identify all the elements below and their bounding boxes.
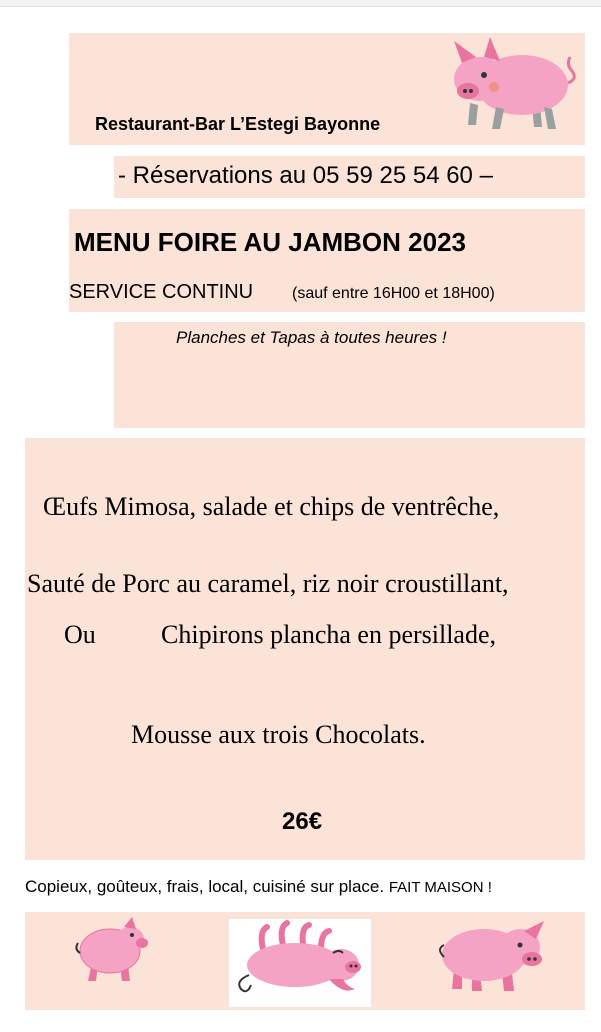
pig-icon-left xyxy=(72,915,152,985)
pig-icon-center xyxy=(229,919,371,1007)
service-label: SERVICE CONTINU xyxy=(69,281,254,303)
service-note: (sauf entre 16H00 et 18H00) xyxy=(292,285,495,302)
pig-icon-right xyxy=(432,917,554,995)
menu-price: 26€ xyxy=(282,808,323,835)
menu-main-2: Chipirons plancha en persillade, xyxy=(161,620,497,649)
menu-main-1: Sauté de Porc au caramel, riz noir croustillant, xyxy=(27,569,509,598)
menu-or-label: Ou xyxy=(64,620,96,649)
restaurant-name: Restaurant-Bar L’Estegi Bayonne xyxy=(95,114,381,134)
menu-title: MENU FOIRE AU JAMBON 2023 xyxy=(74,227,466,257)
footer-tagline xyxy=(25,877,492,897)
footer-tagline-text: Copieux, goûteux, frais, local, cuisiné sur place. xyxy=(25,877,385,896)
tapas-text: Planches et Tapas à toutes heures ! xyxy=(176,328,447,347)
menu-dessert: Mousse aux trois Chocolats. xyxy=(131,720,426,749)
pig-icon-top xyxy=(440,33,580,133)
footer-fait-maison: FAIT MAISON ! xyxy=(388,879,492,896)
top-edge xyxy=(0,0,601,7)
reservations-text: - Réservations au 05 59 25 54 60 – xyxy=(118,162,493,189)
menu-starter: Œufs Mimosa, salade et chips de ventrêche, xyxy=(43,492,500,521)
